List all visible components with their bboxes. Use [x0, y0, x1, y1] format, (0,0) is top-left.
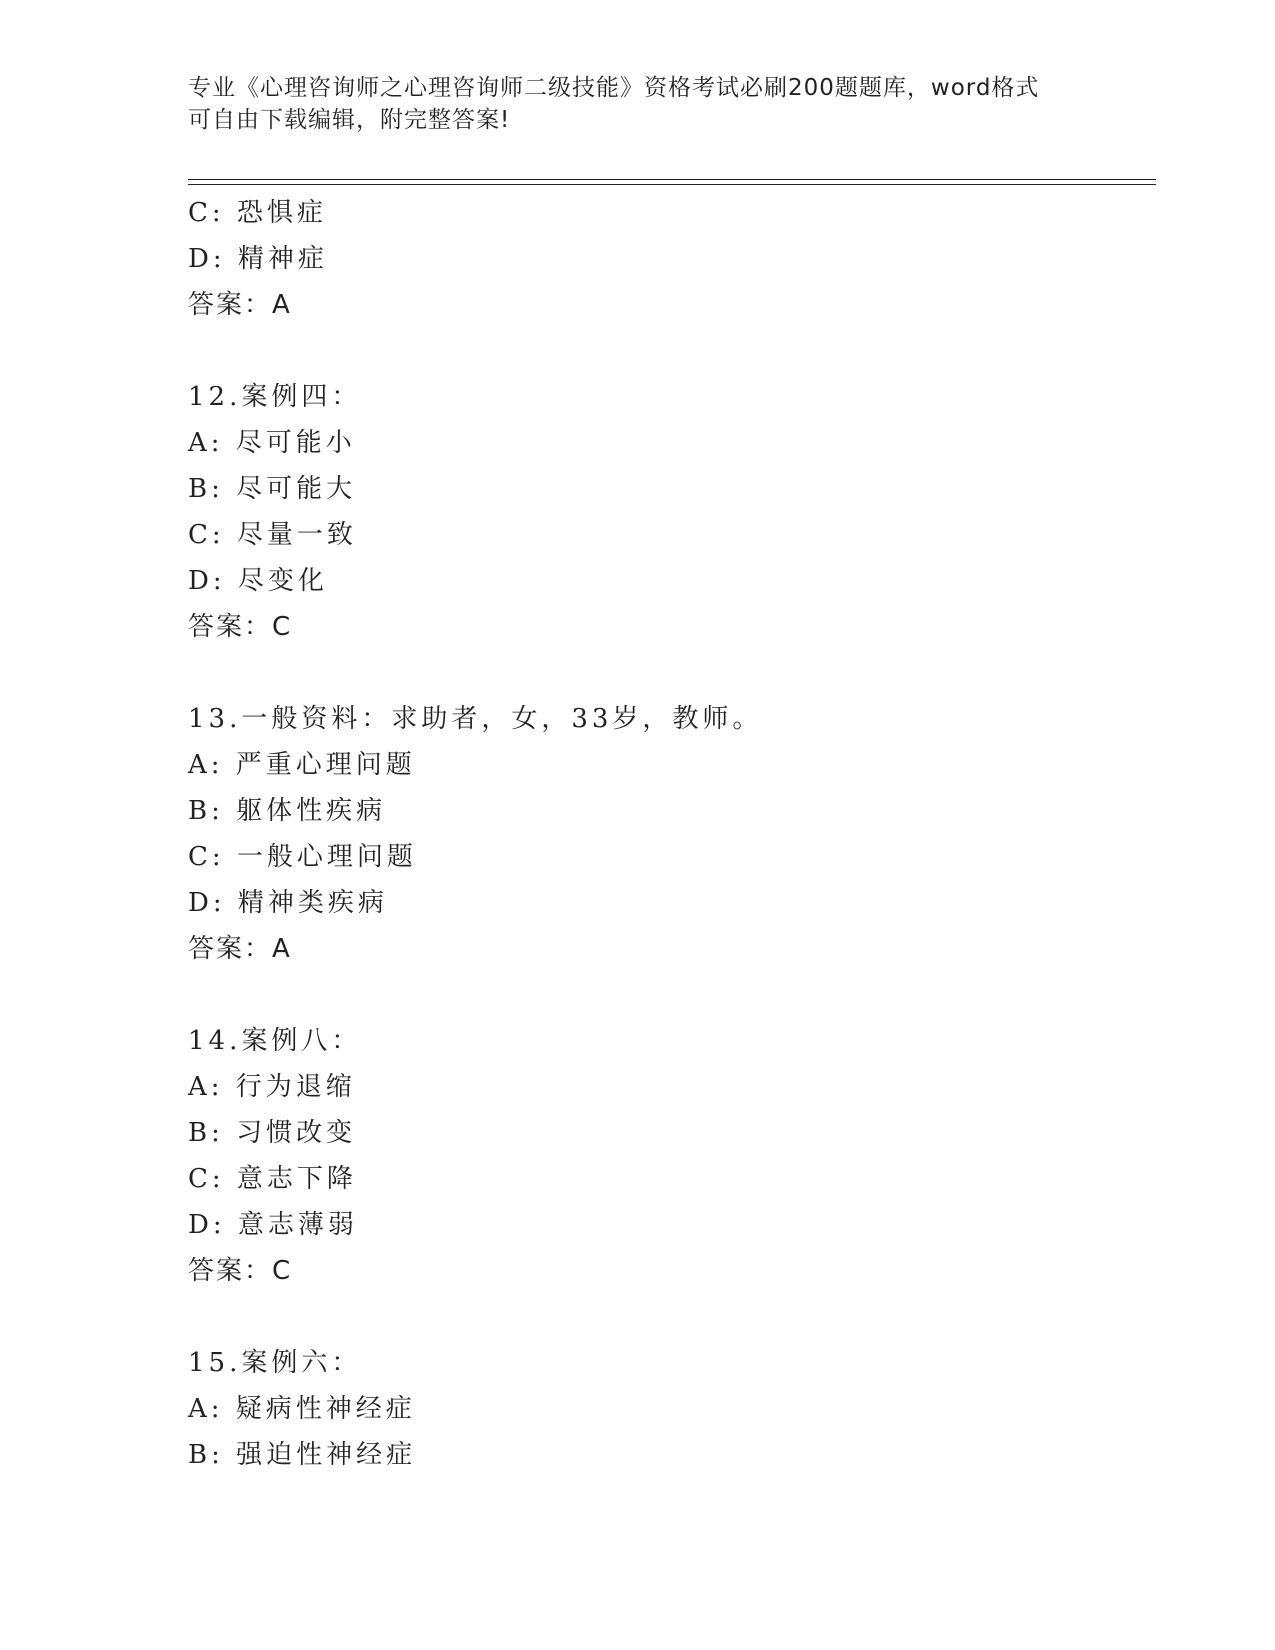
option-a: A: 疑病性神经症 — [188, 1394, 416, 1424]
option-b: B: 习惯改变 — [188, 1118, 357, 1148]
answer-line: 答案：A — [188, 290, 292, 320]
question-spacer — [188, 328, 1148, 374]
answer-line: 答案：A — [188, 934, 292, 964]
question-spacer — [188, 1294, 1148, 1340]
header-title-line-1: 专业《心理咨询师之心理咨询师二级技能》资格考试必刷200题题库，word格式 — [188, 75, 1040, 101]
option-b: B: 躯体性疾病 — [188, 796, 387, 826]
option-b: B: 强迫性神经症 — [188, 1440, 417, 1470]
answer-line: 答案：C — [188, 612, 293, 642]
question-list — [188, 190, 1148, 1478]
header-title-line-2: 可自由下载编辑，附完整答案! — [188, 107, 511, 133]
question-14 — [188, 1018, 1148, 1294]
option-c: C: 意志下降 — [188, 1164, 357, 1194]
question-spacer — [188, 972, 1148, 1018]
question-12 — [188, 374, 1148, 650]
option-b: B: 尽可能大 — [188, 474, 357, 504]
option-d: D: 尽变化 — [188, 566, 328, 596]
option-d: D: 精神症 — [188, 244, 328, 274]
question-text: 13.一般资料：求助者，女，33岁，教师。 — [188, 704, 763, 734]
header-divider-top — [188, 179, 1156, 180]
question-text: 15.案例六： — [188, 1348, 362, 1378]
answer-line: 答案：C — [188, 1256, 293, 1286]
option-c: C: 尽量一致 — [188, 520, 357, 550]
option-c: C: 一般心理问题 — [188, 842, 417, 872]
question-spacer — [188, 650, 1148, 696]
option-c: C: 恐惧症 — [188, 198, 327, 228]
option-a: A: 行为退缩 — [188, 1072, 356, 1102]
document-header — [188, 72, 1088, 136]
question-text: 12.案例四： — [188, 382, 362, 412]
option-a: A: 严重心理问题 — [188, 750, 416, 780]
question-15 — [188, 1340, 1148, 1478]
option-a: A: 尽可能小 — [188, 428, 356, 458]
question-11-tail — [188, 190, 1148, 328]
option-d: D: 意志薄弱 — [188, 1210, 358, 1240]
question-13 — [188, 696, 1148, 972]
option-d: D: 精神类疾病 — [188, 888, 388, 918]
question-text: 14.案例八： — [188, 1026, 362, 1056]
header-divider-bottom — [188, 184, 1156, 185]
